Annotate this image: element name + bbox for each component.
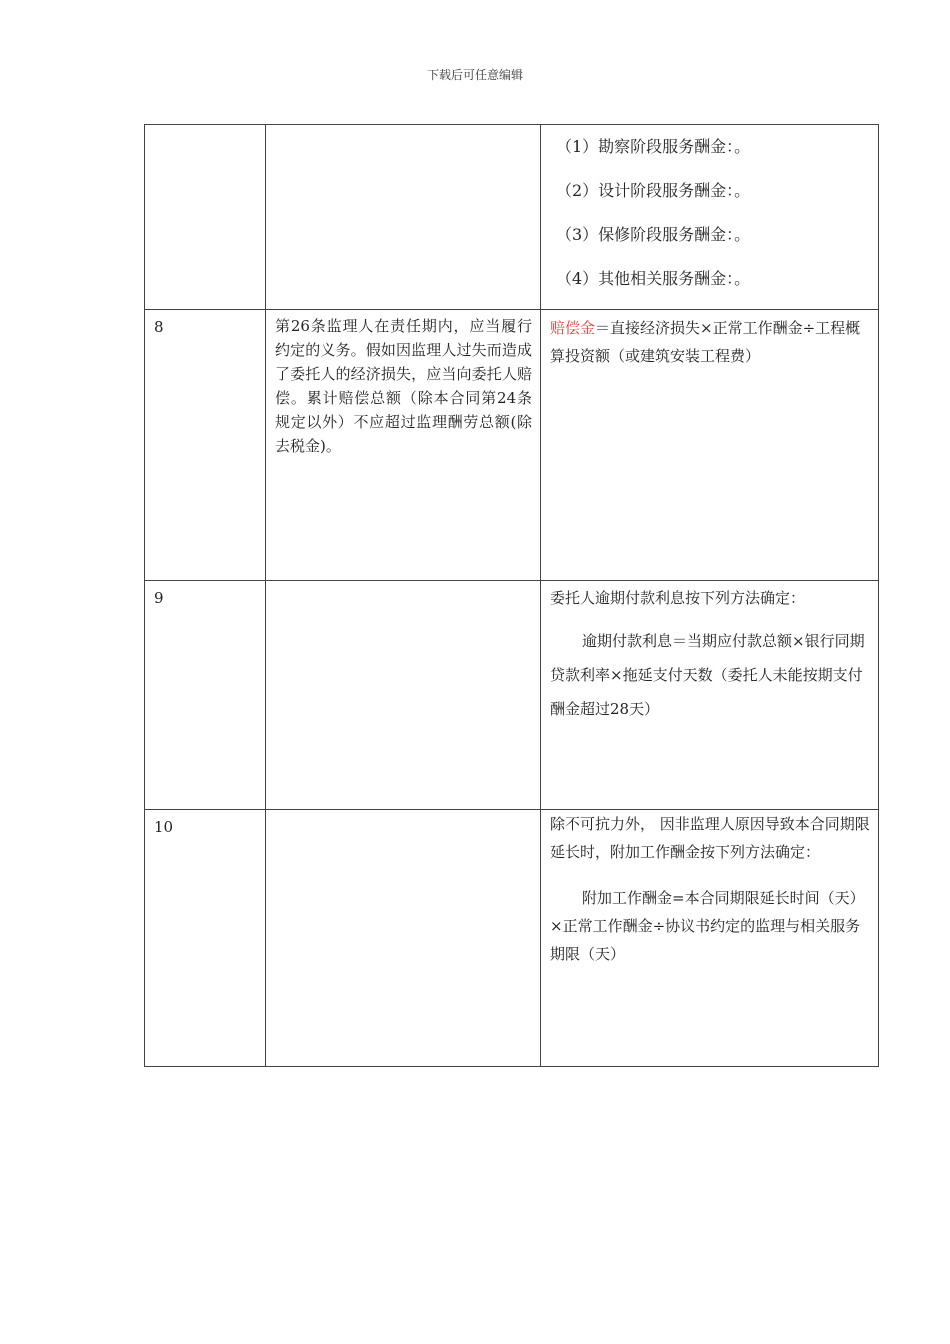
row-number: 10 [145, 810, 266, 1067]
content-cell [541, 125, 879, 310]
list-item: （2）设计阶段服务酬金：。 [556, 181, 751, 200]
list-item: （3）保修阶段服务酬金：。 [556, 225, 751, 244]
highlight-term: 赔偿金 [550, 319, 596, 337]
content-cell [541, 810, 879, 1067]
list-item: （1）勘察阶段服务酬金：。 [556, 137, 751, 156]
content-cell [541, 310, 879, 581]
formula-text: 附加工作酬金=本合同期限延长时间（天）×正常工作酬金÷协议书约定的监理与相关服务期限（天） [550, 889, 865, 963]
row-number [145, 125, 266, 310]
table-row [145, 125, 879, 310]
table-row [145, 810, 879, 1067]
table-row [145, 581, 879, 810]
content-cell [541, 581, 879, 810]
contract-table [144, 124, 879, 1067]
clause-cell [266, 125, 541, 310]
formula-rest: ＝直接经济损失×正常工作酬金÷工程概算投资额（或建筑安装工程费） [550, 319, 861, 365]
list-item: （4）其他相关服务酬金：。 [556, 269, 751, 288]
table-row [145, 310, 879, 581]
formula-text [550, 314, 870, 370]
clause-cell [266, 581, 541, 810]
row-number: 9 [145, 581, 266, 810]
clause-cell [266, 810, 541, 1067]
page-header: 下载后可任意编辑 [426, 68, 523, 82]
formula-text: 逾期付款利息＝当期应付款总额×银行同期贷款利率×拖延支付天数（委托人未能按期支付酬金超过28天） [550, 632, 865, 718]
paragraph: 除不可抗力外， 因非监理人原因导致本合同期限延长时，附加工作酬金按下列方法确定： [550, 815, 870, 861]
clause-cell: 第26条监理人在责任期内，应当履行约定的义务。假如因监理人过失而造成了委托人的经济损失，应当向委托人赔偿。累计赔偿总额（除本合同第24条规定以外）不应超过监理酬劳总额(除去税金)。 [266, 310, 541, 581]
paragraph: 委托人逾期付款利息按下列方法确定： [550, 589, 806, 607]
row-number: 8 [145, 310, 266, 581]
